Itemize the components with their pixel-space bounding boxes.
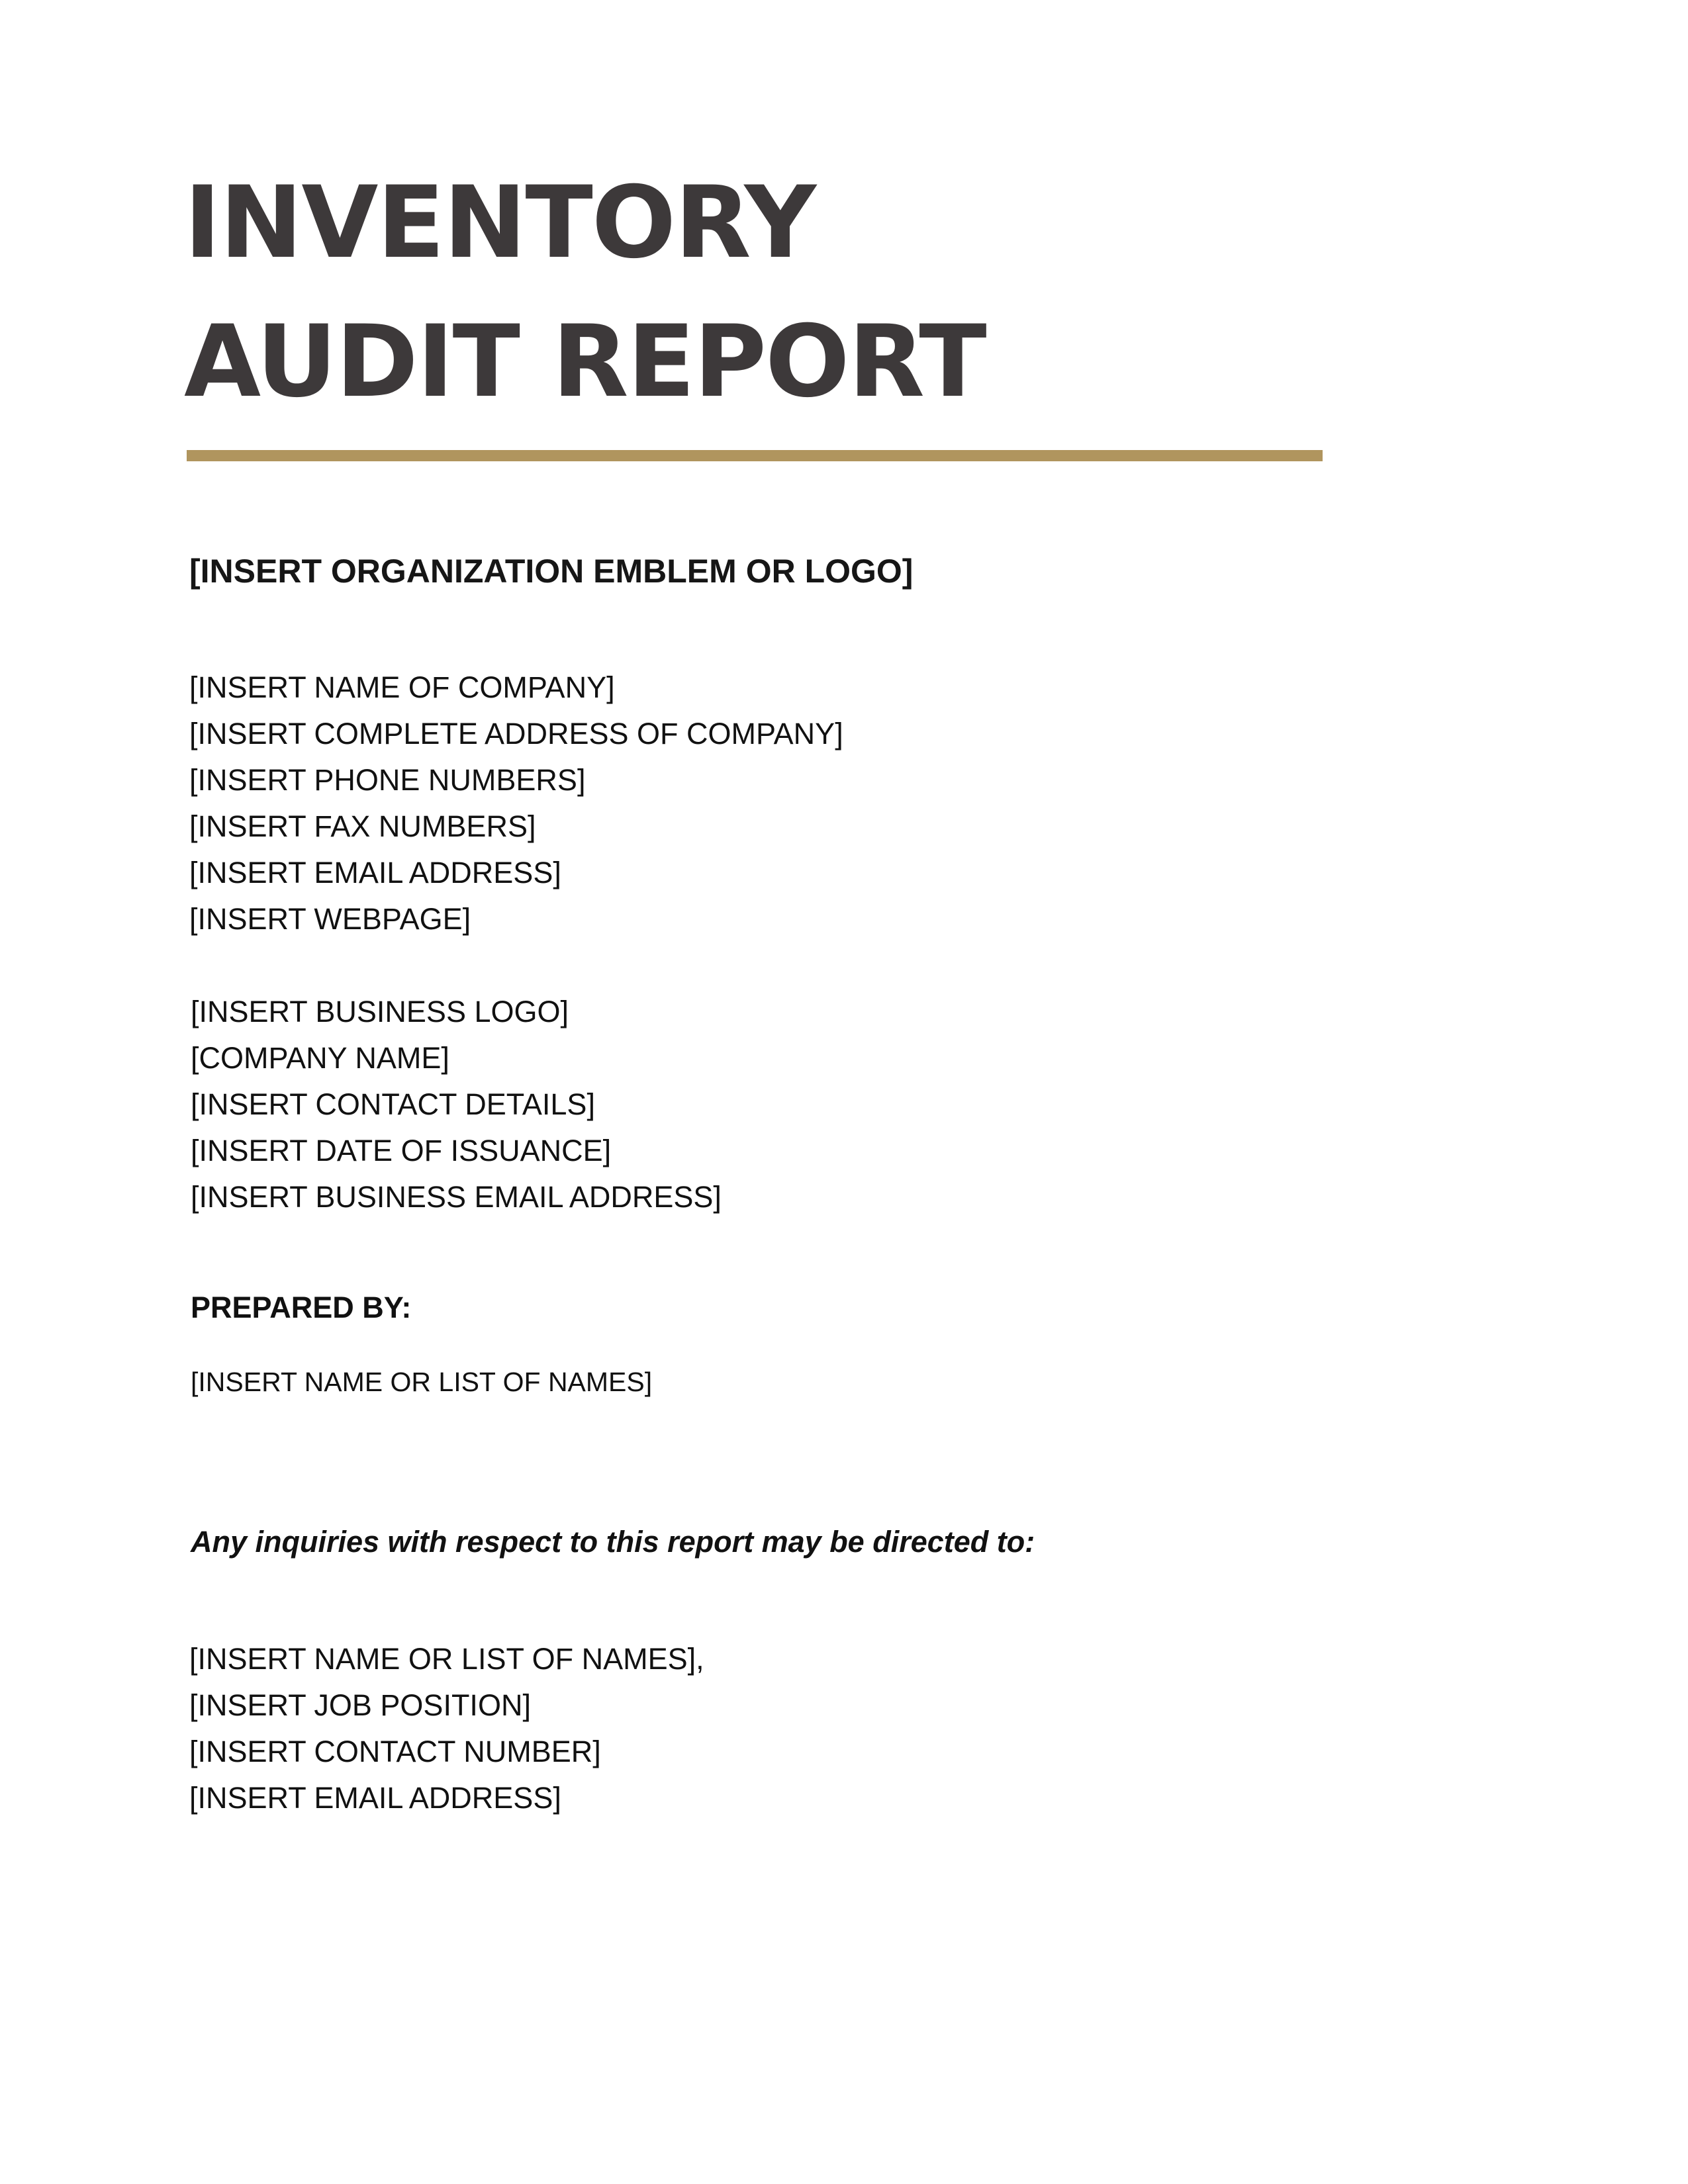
company-webpage: [INSERT WEBPAGE] (189, 902, 471, 936)
contact-names: [INSERT NAME OR LIST OF NAMES], (189, 1642, 704, 1676)
business-contact-details: [INSERT CONTACT DETAILS] (191, 1087, 595, 1121)
title-divider (187, 450, 1323, 461)
company-address: [INSERT COMPLETE ADDRESS OF COMPANY] (189, 717, 843, 751)
business-info-block (191, 989, 722, 1214)
company-name: [INSERT NAME OF COMPANY] (189, 670, 615, 704)
company-email: [INSERT EMAIL ADDRESS] (189, 856, 561, 889)
prepared-by-names: [INSERT NAME OR LIST OF NAMES] (191, 1367, 653, 1397)
prepared-by-label: PREPARED BY: (191, 1291, 412, 1324)
company-phone: [INSERT PHONE NUMBERS] (189, 763, 586, 797)
report-title (184, 154, 1243, 420)
emblem-placeholder: [INSERT ORGANIZATION EMBLEM OR LOGO] (189, 553, 914, 590)
title-line-2: AUDIT REPORT (184, 304, 986, 420)
contact-number: [INSERT CONTACT NUMBER] (189, 1735, 601, 1768)
business-email: [INSERT BUSINESS EMAIL ADDRESS] (191, 1180, 722, 1214)
contact-job-position: [INSERT JOB POSITION] (189, 1688, 531, 1722)
contact-email: [INSERT EMAIL ADDRESS] (189, 1781, 561, 1815)
title-line-1: INVENTORY (184, 165, 816, 281)
company-fax: [INSERT FAX NUMBERS] (189, 809, 536, 843)
inquiries-note: Any inquiries with respect to this report may be directed to: (191, 1525, 1035, 1559)
contact-block (189, 1636, 704, 1815)
business-date-of-issuance: [INSERT DATE OF ISSUANCE] (191, 1134, 612, 1167)
business-company-name: [COMPANY NAME] (191, 1041, 449, 1075)
company-info-block (189, 664, 843, 942)
business-logo: [INSERT BUSINESS LOGO] (191, 995, 569, 1028)
